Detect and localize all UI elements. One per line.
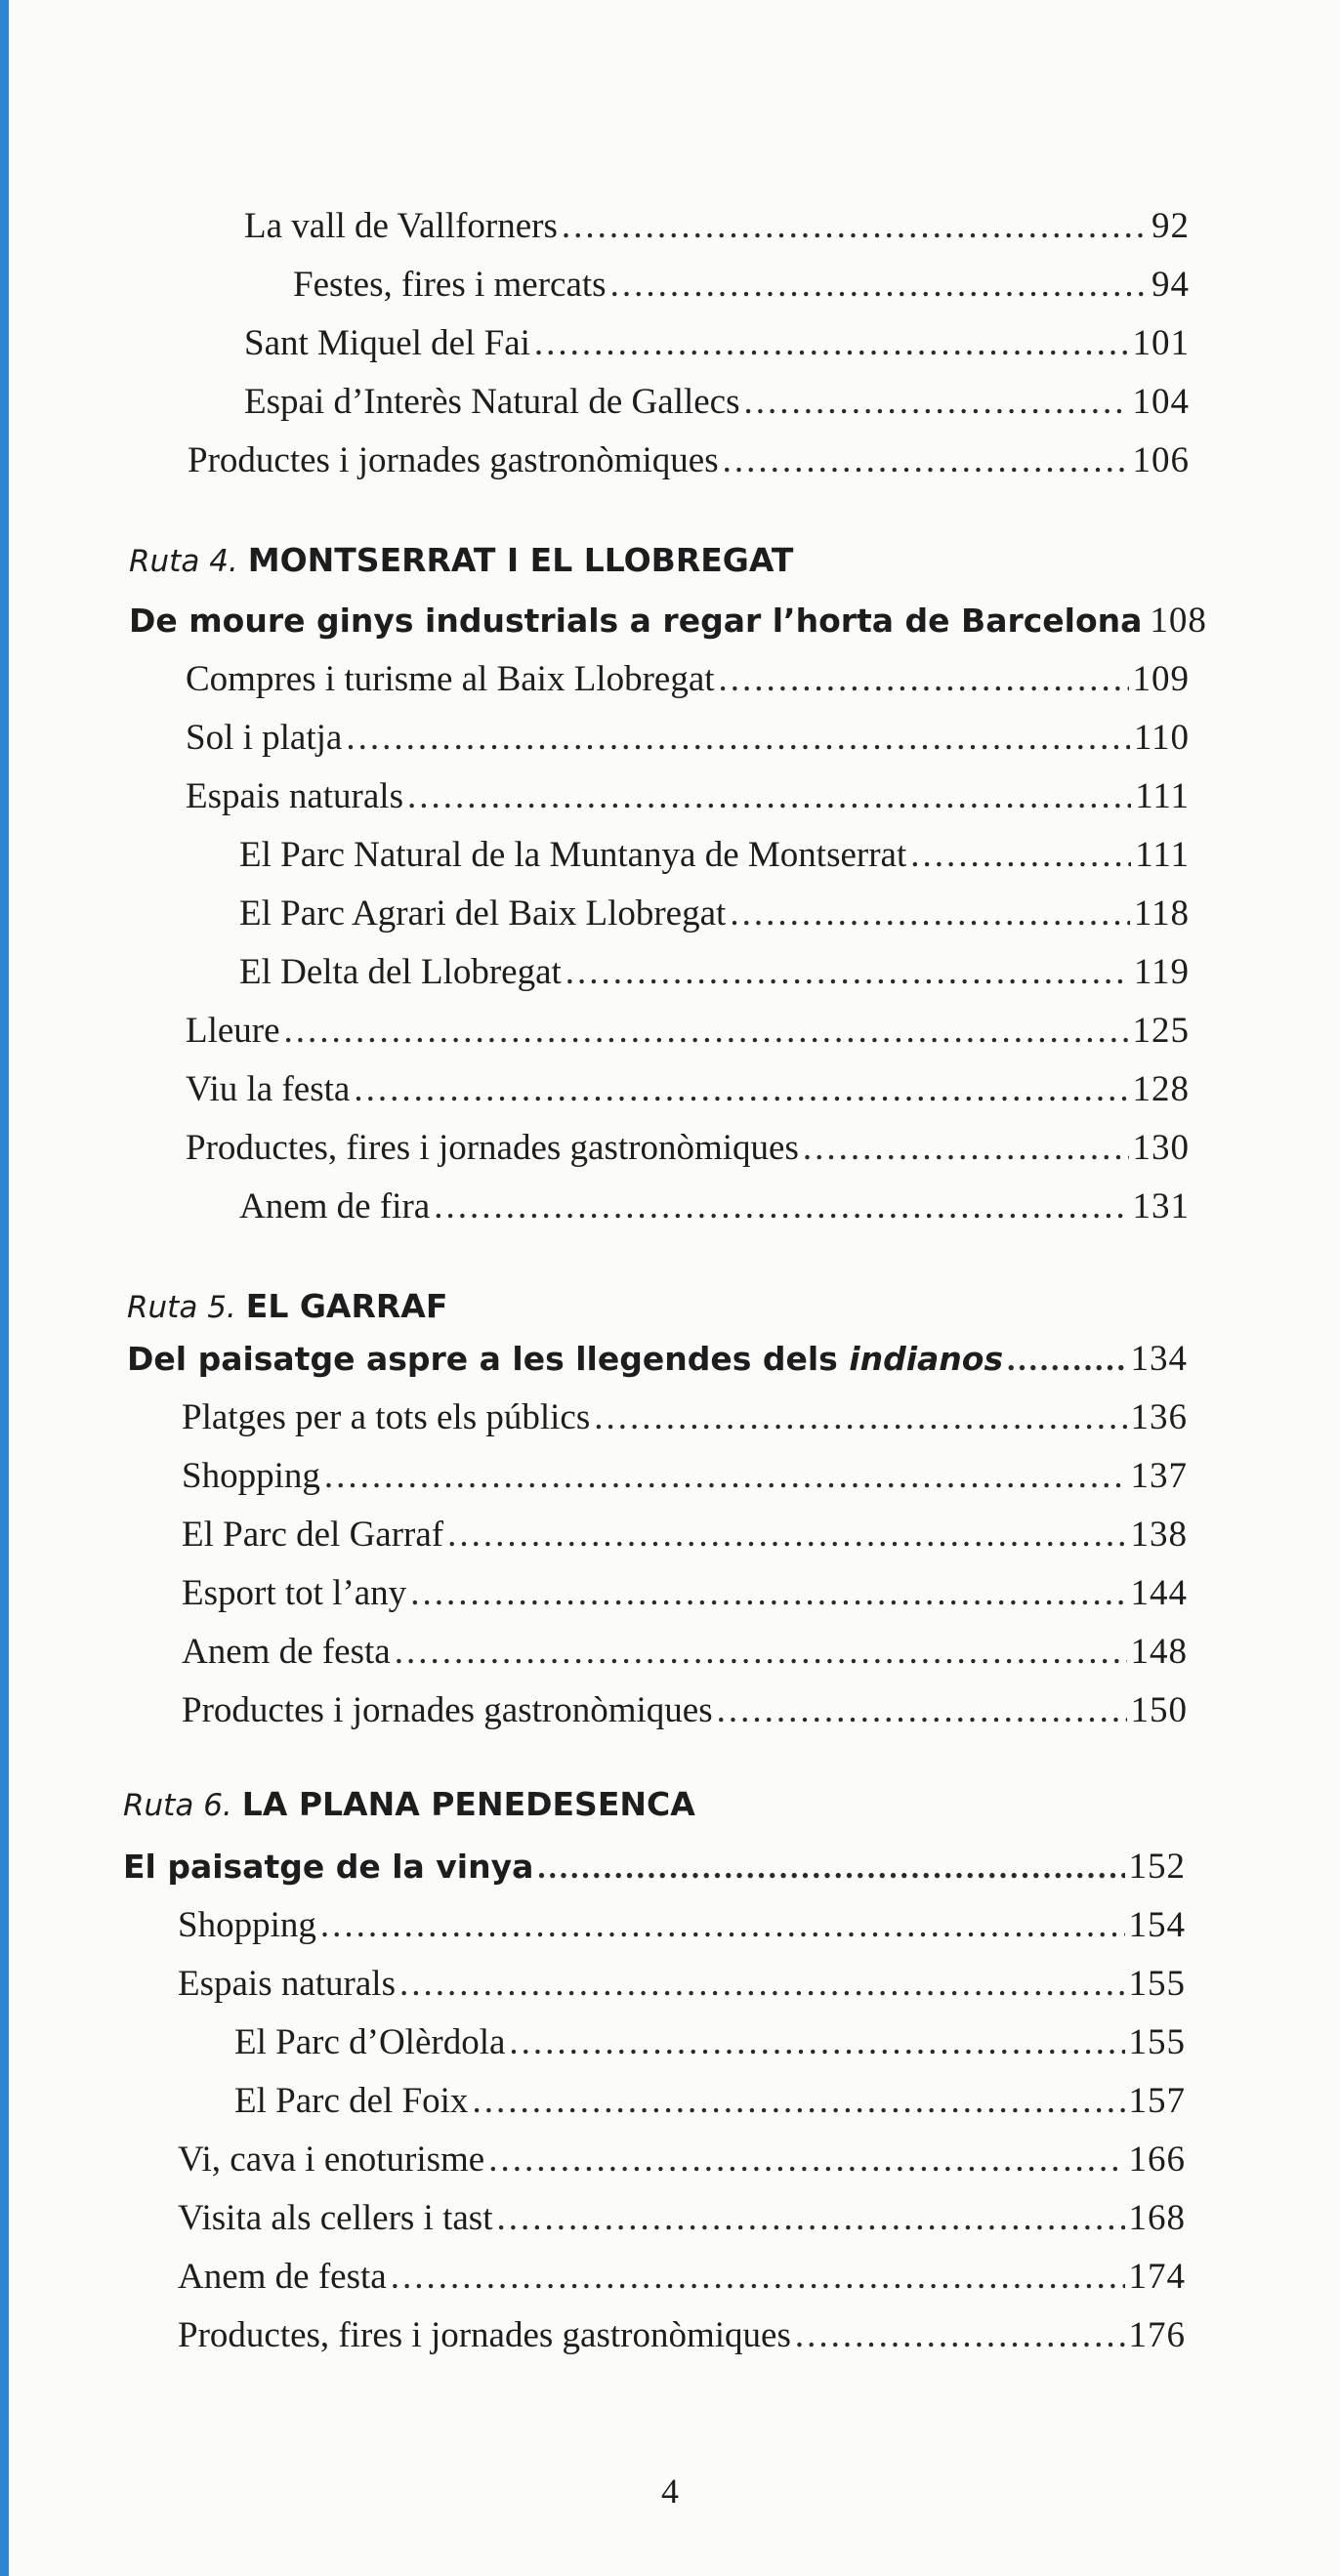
dot-leader <box>537 1845 1124 1891</box>
toc-entry[interactable] <box>182 1570 1188 1617</box>
dot-leader <box>488 2137 1124 2183</box>
dot-leader <box>910 832 1131 879</box>
toc-entry-page: 144 <box>1130 1573 1188 1613</box>
toc-entry-page: 166 <box>1128 2140 1186 2180</box>
toc-entry[interactable] <box>244 203 1190 250</box>
toc-entry[interactable] <box>239 1184 1190 1230</box>
toc-entry[interactable] <box>178 2312 1186 2359</box>
toc-entry[interactable] <box>244 320 1190 367</box>
route-heading <box>129 539 793 583</box>
toc-entry-page: 152 <box>1128 1847 1186 1887</box>
toc-entry[interactable] <box>186 656 1190 703</box>
toc-entry[interactable] <box>182 1687 1188 1734</box>
toc-entry-page: 130 <box>1132 1128 1190 1168</box>
dot-leader <box>1007 1337 1126 1384</box>
toc-entry[interactable] <box>244 379 1190 426</box>
toc-entry-page: 109 <box>1132 659 1190 699</box>
toc-entry-label: Anem de festa <box>182 1632 391 1672</box>
toc-entry-label: Shopping <box>178 1905 316 1945</box>
toc-entry-label: Vi, cava i enoturisme <box>178 2140 485 2180</box>
dot-leader <box>534 320 1129 367</box>
toc-section-entry[interactable] <box>127 1336 1188 1384</box>
route-heading <box>127 1285 447 1329</box>
toc-entry-page: 101 <box>1132 323 1190 363</box>
toc-section-label <box>127 1336 1003 1383</box>
toc-entry-page: 155 <box>1128 2022 1186 2062</box>
dot-leader <box>391 2254 1125 2301</box>
toc-entry[interactable] <box>186 715 1190 762</box>
toc-entry-page: 174 <box>1128 2257 1186 2297</box>
toc-entry[interactable] <box>234 2078 1186 2125</box>
dot-leader <box>395 1629 1127 1676</box>
toc-entry[interactable] <box>186 1066 1190 1113</box>
toc-entry[interactable] <box>182 1394 1188 1441</box>
toc-entry[interactable] <box>182 1512 1188 1558</box>
toc-entry-label: El Parc Agrari del Baix Llobregat <box>239 893 727 934</box>
toc-section-label: El paisatge de la vinya <box>123 1848 534 1886</box>
toc-entry[interactable] <box>178 1902 1186 1949</box>
toc-section-entry[interactable] <box>129 598 1207 645</box>
toc-entry-page: 137 <box>1130 1456 1188 1496</box>
toc-entry[interactable] <box>178 2195 1186 2242</box>
toc-entry[interactable] <box>293 262 1190 309</box>
toc-section-label-text: Del paisatge aspre a les llegendes dels <box>127 1340 850 1378</box>
dot-leader <box>723 437 1129 484</box>
toc-entry-label: Sant Miquel del Fai <box>244 323 530 363</box>
dot-leader <box>803 1125 1129 1172</box>
toc-entry-label: Visita als cellers i tast <box>178 2198 493 2238</box>
toc-entry-page: 148 <box>1130 1632 1188 1672</box>
toc-entry-page: 108 <box>1150 601 1207 641</box>
toc-section-label-italic: indianos <box>849 1340 1004 1378</box>
toc-entry-page: 111 <box>1135 776 1190 816</box>
dot-leader <box>410 1570 1126 1617</box>
dot-leader <box>399 1961 1125 2008</box>
toc-entry-page: 131 <box>1132 1186 1190 1226</box>
toc-entry[interactable] <box>239 949 1190 996</box>
toc-entry[interactable] <box>178 2137 1186 2183</box>
toc-entry-page: 94 <box>1152 265 1190 305</box>
toc-entry-page: 92 <box>1152 206 1190 246</box>
dot-leader <box>346 715 1130 762</box>
toc-section-entry[interactable] <box>123 1844 1186 1891</box>
toc-entry-page: 119 <box>1133 952 1190 992</box>
dot-leader <box>610 262 1148 309</box>
toc-entry-label: Espais naturals <box>178 1964 396 2004</box>
toc-entry-page: 128 <box>1132 1069 1190 1109</box>
dot-leader <box>324 1453 1127 1500</box>
toc-entry-page: 138 <box>1130 1515 1188 1555</box>
toc-entry[interactable] <box>239 832 1190 879</box>
toc-entry-label: El Delta del Llobregat <box>239 952 562 992</box>
toc-entry-page: 106 <box>1132 440 1190 480</box>
route-heading <box>123 1783 695 1827</box>
toc-entry[interactable] <box>188 437 1190 484</box>
toc-entry-page: 134 <box>1130 1339 1188 1379</box>
toc-entry[interactable] <box>186 1008 1190 1055</box>
toc-entry[interactable] <box>182 1453 1188 1500</box>
toc-entry-page: 110 <box>1133 718 1190 758</box>
toc-entry[interactable] <box>234 2019 1186 2066</box>
toc-entry-label: Productes i jornades gastronòmiques <box>182 1690 713 1730</box>
toc-entry-page: 150 <box>1130 1690 1188 1730</box>
toc-entry-label: La vall de Vallforners <box>244 206 558 246</box>
toc-entry-label: Viu la festa <box>186 1069 351 1109</box>
toc-entry-label: Sol i platja <box>186 718 343 758</box>
dot-leader <box>354 1066 1128 1113</box>
dot-leader <box>472 2078 1124 2125</box>
toc-entry[interactable] <box>178 1961 1186 2008</box>
route-number: Ruta 5. <box>127 1290 236 1325</box>
toc-entry-page: 125 <box>1132 1011 1190 1051</box>
toc-entry-page: 155 <box>1128 1964 1186 2004</box>
route-title: MONTSERRAT I EL LLOBREGAT <box>247 541 794 579</box>
toc-section-label: De moure ginys industrials a regar l’horta de Barcelona <box>129 602 1143 640</box>
dot-leader <box>565 949 1130 996</box>
toc-entry-label: Anem de fira <box>239 1186 431 1226</box>
page-edge-stripe <box>0 0 9 2576</box>
dot-leader <box>496 2195 1124 2242</box>
toc-entry-label: Productes, fires i jornades gastronòmiques <box>178 2315 791 2355</box>
route-number: Ruta 4. <box>129 544 238 579</box>
toc-entry[interactable] <box>186 773 1190 820</box>
toc-entry-label: Esport tot l’any <box>182 1573 407 1613</box>
toc-entry-page: 136 <box>1130 1397 1188 1437</box>
dot-leader <box>447 1512 1126 1558</box>
toc-entry-label: Compres i turisme al Baix Llobregat <box>186 659 715 699</box>
toc-entry-label: Productes i jornades gastronòmiques <box>188 440 719 480</box>
toc-entry-label: Productes, fires i jornades gastronòmiques <box>186 1128 799 1168</box>
dot-leader <box>744 379 1129 426</box>
dot-leader <box>594 1394 1126 1441</box>
page-number: 4 <box>661 2472 679 2511</box>
toc-entry-label: Anem de festa <box>178 2257 387 2297</box>
dot-leader <box>795 2312 1125 2359</box>
toc-entry-label: Shopping <box>182 1456 320 1496</box>
toc-entry-label: El Parc d’Olèrdola <box>234 2022 506 2062</box>
dot-leader <box>509 2019 1124 2066</box>
toc-entry[interactable] <box>182 1629 1188 1676</box>
toc-entry-label: Platges per a tots els públics <box>182 1397 591 1437</box>
dot-leader <box>730 891 1130 937</box>
route-number: Ruta 6. <box>123 1788 232 1823</box>
dot-leader <box>562 203 1148 250</box>
toc-entry-label: Festes, fires i mercats <box>293 265 607 305</box>
toc-entry-page: 176 <box>1128 2315 1186 2355</box>
route-title: EL GARRAF <box>245 1287 448 1325</box>
toc-entry-label: El Parc Natural de la Muntanya de Montserrat <box>239 835 907 875</box>
dot-leader <box>284 1008 1129 1055</box>
dot-leader <box>719 656 1129 703</box>
route-title: LA PLANA PENEDESENCA <box>241 1785 695 1823</box>
toc-entry-label: El Parc del Garraf <box>182 1515 444 1555</box>
dot-leader <box>407 773 1131 820</box>
toc-entry-page: 111 <box>1135 835 1190 875</box>
toc-entry-page: 118 <box>1133 893 1190 934</box>
dot-leader <box>320 1902 1125 1949</box>
toc-entry-page: 104 <box>1132 382 1190 422</box>
toc-entry[interactable] <box>186 1125 1190 1172</box>
toc-entry-label: El Parc del Foix <box>234 2081 469 2121</box>
toc-entry-label: Espai d’Interès Natural de Gallecs <box>244 382 740 422</box>
toc-entry-label: Lleure <box>186 1011 280 1051</box>
toc-entry-page: 168 <box>1128 2198 1186 2238</box>
toc-entry-page: 154 <box>1128 1905 1186 1945</box>
toc-entry-label: Espais naturals <box>186 776 403 816</box>
dot-leader <box>717 1687 1127 1734</box>
dot-leader <box>434 1184 1128 1230</box>
toc-entry[interactable] <box>178 2254 1186 2301</box>
toc-entry[interactable] <box>239 891 1190 937</box>
toc-entry-page: 157 <box>1128 2081 1186 2121</box>
